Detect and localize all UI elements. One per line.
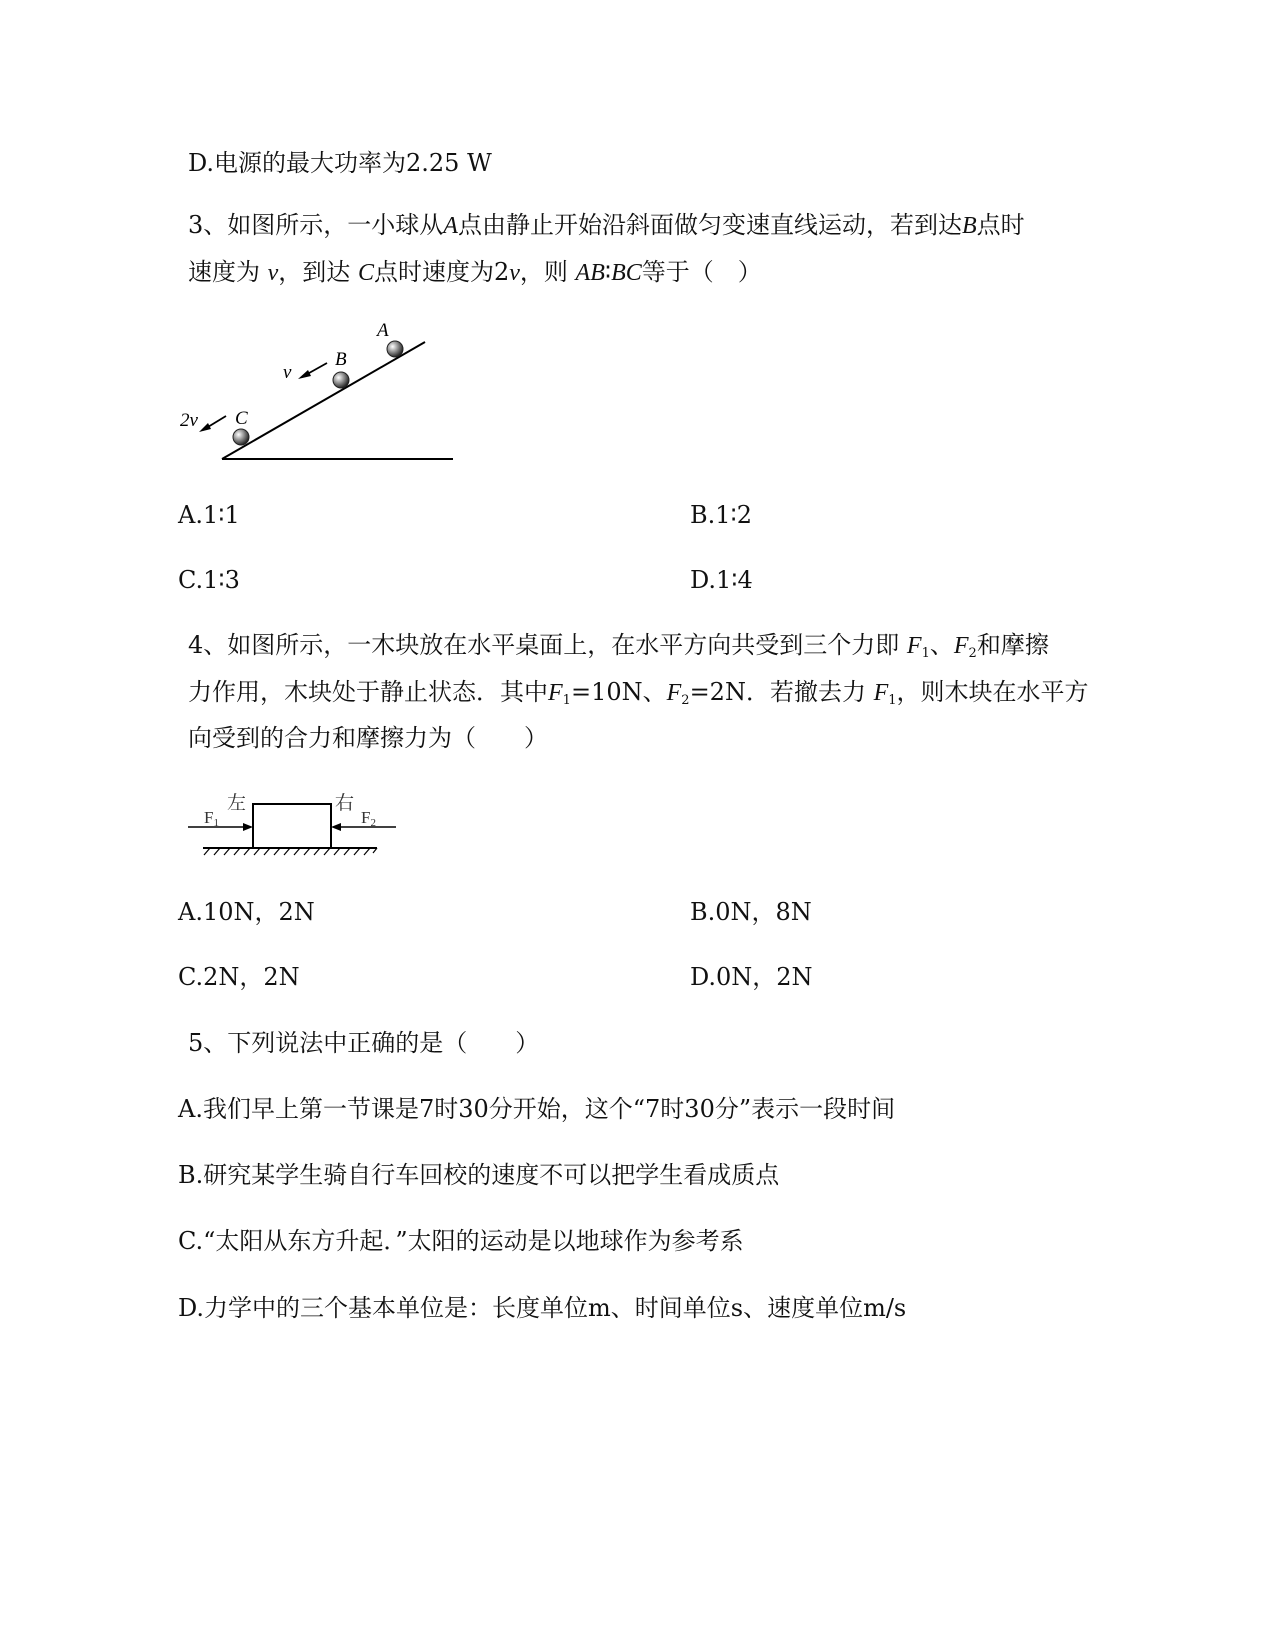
q4-option-a: A.10N，2N — [178, 898, 315, 926]
incline-figure — [170, 320, 490, 490]
q3-text: 等于（ ） — [641, 258, 762, 286]
label-v: v — [283, 362, 292, 383]
q4-f2: F — [953, 633, 969, 659]
q3-stem-line1 — [188, 210, 1025, 241]
table-hatching — [204, 848, 377, 855]
ball-c — [233, 429, 249, 445]
q4-f1-sub: 1 — [921, 646, 930, 661]
label-right: 右 — [335, 793, 355, 814]
q3-text: ，到达 — [278, 258, 351, 286]
incline-line — [222, 342, 425, 459]
q5-stem: 5、下列说法中正确的是（ ） — [188, 1029, 540, 1057]
q3-option-d: D.1∶4 — [690, 566, 753, 594]
q5-option-c: C.“太阳从东方升起．”太阳的运动是以地球作为参考系 — [178, 1227, 744, 1255]
q3-stem-line2 — [188, 257, 762, 288]
ball-b — [333, 372, 349, 388]
ball-a — [387, 341, 403, 357]
q4-number: 4、 — [188, 631, 228, 659]
q4-f1-sub: 1 — [888, 693, 897, 708]
q3-option-c: C.1∶3 — [178, 566, 240, 594]
arrow-v-head — [298, 370, 311, 379]
q4-value: =2N．若撤去力 — [689, 678, 866, 706]
wood-block — [253, 804, 331, 848]
arrow-2v-head — [199, 423, 211, 432]
label-a: A — [377, 320, 389, 341]
q5-option-a: A.我们早上第一节课是7时30分开始，这个“7时30分”表示一段时间 — [178, 1095, 896, 1123]
q3-option-a: A.1∶1 — [178, 501, 240, 529]
q5-option-b: B.研究某学生骑自行车回校的速度不可以把学生看成质点 — [178, 1161, 780, 1189]
q4-value: =10N、 — [570, 678, 667, 706]
q4-text: 和摩擦 — [976, 631, 1049, 659]
label-2v: 2v — [180, 410, 198, 431]
q4-f1: F — [548, 680, 563, 706]
q4-f2: F — [666, 680, 682, 706]
q4-text: 如图所示，一木块放在水平桌面上，在水平方向共受到三个力即 — [227, 631, 900, 659]
q3-text: ，则 — [519, 258, 568, 286]
q3-bc: BC — [611, 260, 642, 286]
q3-ab: AB — [575, 260, 605, 286]
q5-option-d: D.力学中的三个基本单位是：长度单位m、时间单位s、速度单位m/s — [178, 1294, 907, 1322]
q4-f1: F — [906, 633, 922, 659]
q4-stem-line3: 向受到的合力和摩擦力为（ ） — [188, 724, 548, 752]
label-f2: F2 — [361, 808, 376, 829]
block-figure — [180, 785, 410, 865]
arrow-f1-head — [243, 823, 253, 831]
q3-option-b: B.1∶2 — [690, 501, 753, 529]
q3-text: 点由静止开始沿斜面做匀变速直线运动，若到达 — [457, 211, 962, 239]
q3-colon: ∶ — [604, 258, 612, 286]
arrow-f2-head — [331, 823, 341, 831]
label-left: 左 — [227, 793, 247, 814]
label-b: B — [335, 349, 347, 370]
q4-option-d: D.0N，2N — [690, 963, 813, 991]
q4-f2-sub: 2 — [968, 646, 977, 661]
q3-text: 如图所示，一小球从 — [227, 211, 444, 239]
q4-text: 力作用，木块处于静止状态．其中 — [188, 678, 548, 706]
q3-number: 3、 — [188, 211, 228, 239]
q3-v2: v — [509, 260, 520, 286]
q4-option-b: B.0N，8N — [690, 898, 812, 926]
label-c: C — [235, 408, 248, 429]
prev-option-d: D.电源的最大功率为2.25 W — [188, 149, 492, 177]
q3-text: 速度为 — [188, 258, 260, 286]
q3-point-a: A — [443, 213, 458, 239]
q3-point-b: B — [961, 213, 977, 239]
label-f1: F1 — [204, 808, 219, 829]
q4-f2-sub: 2 — [681, 693, 690, 708]
q3-text: 点时速度为2 — [373, 258, 510, 286]
q4-text: ，则木块在水平方 — [896, 678, 1089, 706]
q4-f1-sub: 1 — [562, 693, 571, 708]
q3-point-c: C — [357, 260, 374, 286]
q3-text: 点时 — [976, 211, 1025, 239]
q4-sep: 、 — [929, 631, 954, 659]
q4-f1: F — [873, 680, 889, 706]
q4-stem-line1 — [188, 630, 1049, 669]
q3-v: v — [267, 260, 279, 286]
q4-stem-line2 — [188, 677, 1089, 716]
q4-option-c: C.2N，2N — [178, 963, 300, 991]
